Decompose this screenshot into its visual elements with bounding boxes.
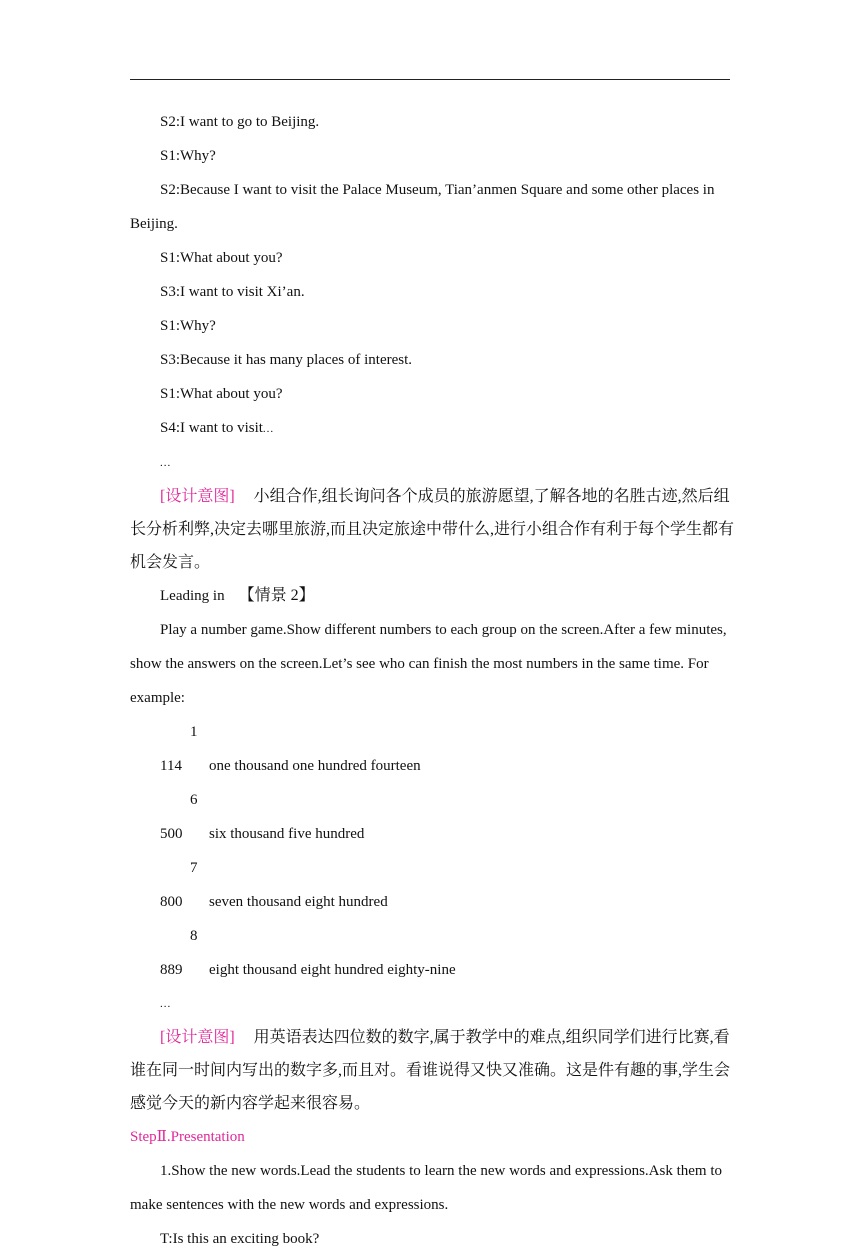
ellipsis: ...: [160, 998, 172, 1010]
number-value: 8 889: [160, 928, 198, 978]
presentation-paragraph: 1.Show the new words.Lead the students to learn the new words and expressions.Ask them to make sentences with the new words and expressions.: [130, 1163, 722, 1213]
document-body: [130, 105, 740, 1256]
design-intent-label: [设计意图]: [160, 1029, 235, 1046]
dialogue-line: S1:What about you?: [160, 250, 283, 266]
dialogue-line: S1:Why?: [160, 318, 216, 334]
number-value: 1 114: [160, 724, 198, 774]
design-intent-paragraph: [130, 480, 740, 579]
teacher-line: T:Is this an exciting book?: [160, 1231, 320, 1247]
design-intent-paragraph: [130, 1021, 740, 1120]
number-value: 6 500: [160, 792, 198, 842]
header-rule: [130, 79, 730, 80]
ellipsis-inline: ...: [262, 423, 275, 435]
dialogue-line: S3:I want to visit Xi’an.: [160, 284, 305, 300]
leading-in-label: Leading in: [160, 588, 225, 604]
number-words: one thousand one hundred fourteen: [209, 758, 421, 774]
design-intent-label: [设计意图]: [160, 488, 235, 505]
step-heading: StepⅡ.Presentation: [130, 1129, 245, 1145]
dialogue-line-last: [130, 411, 740, 446]
number-example-row: [130, 783, 740, 851]
ellipsis: ...: [160, 457, 172, 469]
dialogue-line: S1:What about you?: [160, 386, 283, 402]
number-example-row: [130, 851, 740, 919]
number-words: eight thousand eight hundred eighty-nine: [209, 962, 456, 978]
number-example-row: [130, 715, 740, 783]
number-words: seven thousand eight hundred: [209, 894, 388, 910]
number-value: 7 800: [160, 860, 198, 910]
dialogue-line: S3:Because it has many places of interest.: [160, 352, 413, 368]
game-intro-paragraph: Play a number game.Show different numbers to each group on the screen.After a few minutes, show the answers on the screen.Let’s see who can finish the most numbers in the same time. For example:: [130, 622, 727, 706]
number-example-row: [130, 919, 740, 987]
scene-label: 【情景 2】: [238, 587, 315, 604]
dialogue-line: S2:I want to go to Beijing.: [160, 114, 320, 130]
design-intent-text: 小组合作,组长询问各个成员的旅游愿望,了解各地的名胜古迹,然后组长分析利弊,决定去哪里旅游,而且决定旅途中带什么,进行小组合作有利于每个学生都有机会发言。: [130, 488, 735, 571]
design-intent-text: 用英语表达四位数的数字,属于教学中的难点,组织同学们进行比赛,看谁在同一时间内写出的数字多,而且对。看谁说得又快又准确。这是件有趣的事,学生会感觉今天的新内容学起来很容易。: [130, 1029, 731, 1112]
dialogue-line: S2:Because I want to visit the Palace Museum, Tian’anmen Square and some other places in Beijing.: [130, 182, 715, 232]
dialogue-text: S4:I want to visit: [160, 420, 263, 436]
number-words: six thousand five hundred: [209, 826, 365, 842]
dialogue-line: S1:Why?: [160, 148, 216, 164]
leading-in-heading: [130, 579, 740, 613]
